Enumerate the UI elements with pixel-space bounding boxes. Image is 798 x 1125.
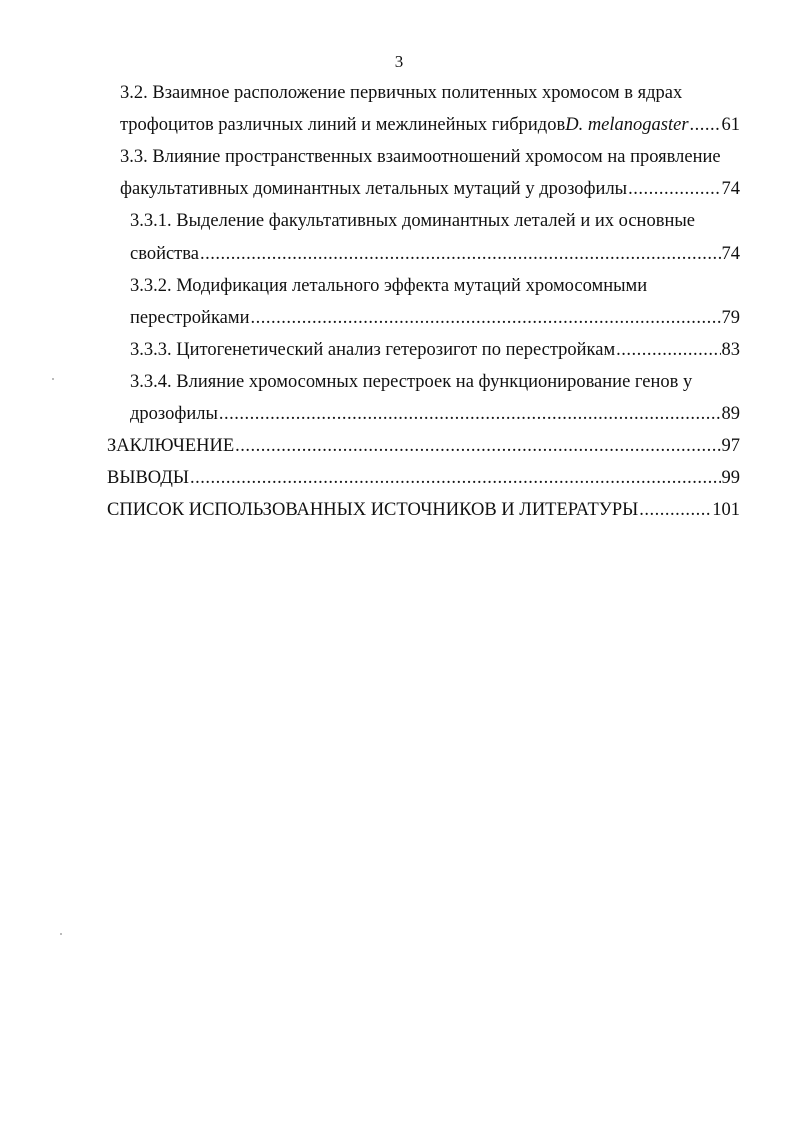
toc-page-number: 74 [721,244,740,264]
scan-speck [60,933,62,935]
dot-leader [690,112,721,138]
toc-entry-text: перестройками [130,308,250,328]
toc-entry-findings [107,465,740,491]
toc-entry-3-3-1-line-1 [130,208,695,234]
toc-entry-3-3-4-line-2 [130,401,740,427]
toc-entry-text: 3.3.3. Цитогенетический анализ гетерозигот по перестройкам [130,340,616,360]
toc-entry-text: 3.3.4. Влияние хромосомных перестроек на функционирование генов у [130,372,693,392]
dot-leader [250,305,720,331]
dot-leader [190,465,720,491]
toc-page-number: 74 [721,179,740,199]
toc-entry-text: дрозофилы [130,404,218,424]
toc-entry-text: 3.3.1. Выделение факультативных доминантных леталей и их основные [130,211,695,231]
toc-entry-conclusion [107,433,740,459]
toc-entry-3-3-4-line-1 [130,369,692,395]
species-name: D. melanogaster [565,115,689,135]
dot-leader [639,497,711,523]
scan-speck [52,378,54,380]
toc-entry-3-3-2-line-2 [130,305,740,331]
toc-entry-text: трофоцитов различных линий и межлинейных гибридов [120,115,566,135]
toc-page-number: 101 [712,500,740,520]
toc-entry-text: свойства [130,244,199,264]
toc-page-number: 61 [721,115,740,135]
toc-page-number: 79 [721,308,740,328]
toc-page-number: 89 [721,404,740,424]
toc-page-number: 97 [721,436,740,456]
toc-entry-3-3-1-line-2 [130,241,740,267]
toc-entry-text: 3.2. Взаимное расположение первичных политенных хромосом в ядрах [120,83,683,103]
toc-entry-3-3-2-line-1 [130,273,647,299]
toc-page-number: 99 [721,468,740,488]
toc-entry-text: 3.3. Влияние пространственных взаимоотношений хромосом на проявление [120,147,721,167]
toc-entry-3-3-line-1 [120,144,721,170]
dot-leader [200,241,721,267]
toc-entry-references [107,497,740,523]
dot-leader [616,337,720,363]
toc-entry-text: факультативных доминантных летальных мутаций у дрозофилы [120,179,628,199]
toc-entry-3-2-line-1 [120,80,682,106]
toc-entry-text: ЗАКЛЮЧЕНИЕ [107,436,235,456]
toc-page-number: 83 [721,340,740,360]
dot-leader [219,401,721,427]
toc-entry-text: 3.3.2. Модификация летального эффекта мутаций хромосомными [130,276,648,296]
dot-leader [235,433,720,459]
toc-entry-text: ВЫВОДЫ [107,468,190,488]
toc-entry-3-3-line-2 [120,176,740,202]
page-number: 3 [394,52,404,71]
toc-entry-3-2-line-2 [120,112,740,138]
toc-entry-3-3-3 [130,337,740,363]
dot-leader [628,176,720,202]
toc-entry-text: СПИСОК ИСПОЛЬЗОВАННЫХ ИСТОЧНИКОВ И ЛИТЕРАТУРЫ [107,500,639,520]
